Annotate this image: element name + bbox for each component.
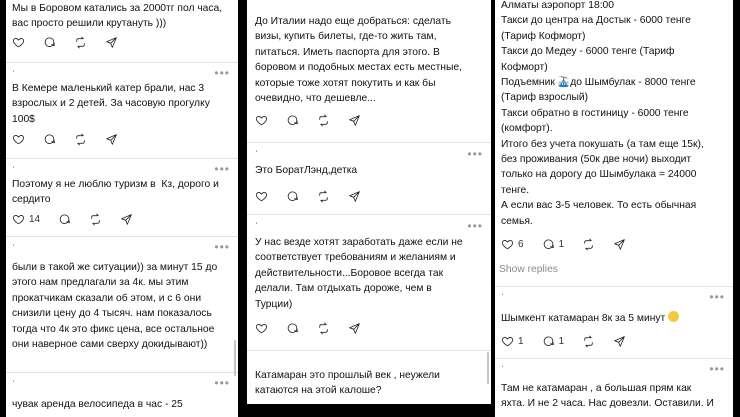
repost-button[interactable] (317, 114, 330, 127)
text-line: Алматы аэропорт 18:00 (501, 0, 615, 11)
send-icon (105, 133, 118, 146)
divider (6, 158, 238, 159)
like-button[interactable] (255, 190, 268, 203)
more-dots-icon[interactable]: ••• (214, 66, 230, 80)
like-count: 1 (518, 335, 524, 347)
more-dots-icon[interactable]: ••• (467, 219, 483, 233)
heart-icon (255, 190, 268, 203)
divider (247, 350, 491, 351)
repost-icon (582, 335, 595, 348)
thread-marker: ʿ (12, 165, 15, 175)
show-replies-link[interactable]: Show replies (499, 264, 558, 275)
middle-screenshot-panel (247, 0, 491, 404)
comment-actions (12, 211, 151, 227)
right-screenshot-panel (495, 0, 733, 417)
thread-marker: ʿ (12, 69, 15, 79)
divider (247, 142, 491, 143)
comment-icon (43, 133, 56, 146)
like-count: 6 (518, 238, 524, 250)
repost-icon (74, 133, 87, 146)
text-line: Подъемник (501, 77, 558, 89)
like-button[interactable] (12, 133, 25, 146)
like-button[interactable] (255, 322, 268, 335)
divider (6, 62, 238, 63)
scrollbar[interactable] (234, 340, 236, 376)
comment-actions (255, 112, 379, 128)
repost-button[interactable] (317, 322, 330, 335)
repost-button[interactable] (89, 213, 102, 226)
like-button[interactable] (12, 36, 25, 49)
repost-button[interactable] (317, 190, 330, 203)
reply-button[interactable] (542, 335, 565, 348)
heart-icon (12, 36, 25, 49)
send-icon (105, 36, 118, 49)
comment-icon (286, 190, 299, 203)
heart-icon (255, 322, 268, 335)
comment-text: До Италии надо еще добраться: сделать визы, купить билеты, где-то жить там, питаться. Иметь паспорта для этого. В боровом и подобных местах есть местные, которые тоже хотят покутить и как бы очевидно, что дешевле... (255, 16, 462, 105)
repost-button[interactable] (582, 238, 595, 251)
comment-text: Поэтому я не люблю туризм в Кз, дорого и сердито (12, 179, 219, 206)
comment-text: Это БоратЛэнд,детка (255, 165, 358, 176)
more-dots-icon[interactable]: ••• (214, 162, 230, 176)
heart-icon (12, 133, 25, 146)
comment-actions (255, 320, 379, 336)
divider (6, 372, 238, 373)
comment-text: были в такой же ситуации)) за минут 15 до этого нам предлагали за 4к. мы этим прокатчикам сказали об этом, и с 6 они снизили цену до 4 тысяч. нам показалось тогда что 4к это фикс цена, все остальное они наверное сами сверху докидывают)) (12, 262, 218, 351)
smiling-face-icon (668, 311, 679, 322)
like-count: 14 (29, 213, 41, 225)
thread-marker: ʿ (255, 221, 258, 231)
heart-icon (12, 213, 25, 226)
send-icon (348, 190, 361, 203)
cable-car-icon: 🚠 (557, 77, 571, 89)
send-icon (613, 238, 626, 251)
repost-icon (89, 213, 102, 226)
comment-actions (501, 333, 644, 349)
share-button[interactable] (105, 36, 118, 49)
comment-text: чувак аренда велосипеда в час - 25 (12, 399, 183, 410)
comment-icon (58, 213, 71, 226)
reply-button[interactable] (58, 213, 71, 226)
repost-icon (317, 114, 330, 127)
comment-icon (286, 322, 299, 335)
like-button[interactable] (501, 238, 524, 251)
reply-button[interactable] (286, 114, 299, 127)
comment-icon (286, 114, 299, 127)
reply-count: 1 (558, 238, 565, 250)
send-icon (348, 114, 361, 127)
share-button[interactable] (348, 322, 361, 335)
send-icon (613, 335, 626, 348)
send-icon (348, 322, 361, 335)
comment-icon (542, 335, 555, 348)
more-dots-icon[interactable]: ••• (709, 362, 725, 376)
more-dots-icon[interactable]: ••• (467, 147, 483, 161)
more-dots-icon[interactable]: ••• (709, 290, 725, 304)
comment-text: Катамаран это прошлый век , неужели катаются на этой калоше? (255, 370, 440, 397)
divider (247, 214, 491, 215)
reply-button[interactable] (43, 36, 56, 49)
like-button[interactable] (501, 335, 524, 348)
comment-actions (501, 236, 644, 252)
repost-icon (317, 190, 330, 203)
reply-count: 1 (558, 335, 565, 347)
comment-text: Там не катамаран , а большая прям как яхта. И не 2 часа. Нас довезли. Оставили. И (501, 383, 714, 410)
divider (6, 236, 238, 237)
divider (495, 286, 733, 287)
scrollbar[interactable] (487, 352, 489, 384)
share-button[interactable] (613, 335, 626, 348)
repost-icon (74, 36, 87, 49)
repost-button[interactable] (74, 36, 87, 49)
thread-marker: ʿ (12, 379, 15, 389)
reply-button[interactable] (286, 190, 299, 203)
share-button[interactable] (348, 190, 361, 203)
thread-marker: ʿ (255, 149, 258, 159)
heart-icon (501, 335, 514, 348)
like-button[interactable] (255, 114, 268, 127)
heart-icon (501, 238, 514, 251)
share-button[interactable] (105, 133, 118, 146)
divider (495, 358, 733, 359)
reply-button[interactable] (286, 322, 299, 335)
repost-icon (582, 238, 595, 251)
comment-icon (542, 238, 555, 251)
reply-button[interactable] (542, 238, 565, 251)
comment-text: У нас везде хотят заработать даже если не соответствует требованиям и желаниям и действительности...Боровое всегда так делали. Там отдыхать дороже, чем в Турции) (255, 237, 463, 310)
comment-text (501, 0, 725, 229)
heart-icon (255, 114, 268, 127)
comment-icon (43, 36, 56, 49)
reply-button[interactable] (43, 133, 56, 146)
comment-actions (12, 131, 136, 147)
share-button[interactable] (613, 238, 626, 251)
repost-button[interactable] (582, 335, 595, 348)
like-button[interactable] (12, 213, 40, 226)
comment-text (501, 311, 725, 326)
comment-actions (255, 188, 379, 204)
text-line: (Тариф взрослый) Такси обратно в гостиницу - 6000 тенге (комфорт). Итого без учета покушать (а там еще 15к), без проживания (50к две ночи) выходит только на дорогу до Шымбулака = 24000 тенге. А если вас 3-5 человек. То есть обычная семья. (501, 92, 704, 227)
thread-marker: ʿ (12, 243, 15, 253)
repost-button[interactable] (74, 133, 87, 146)
share-button[interactable] (348, 114, 361, 127)
repost-icon (317, 322, 330, 335)
comment-text: Мы в Боровом катались за 2000тг пол часа, вас просто решили крутануть ))) (12, 3, 223, 30)
thread-marker: ʿ (501, 364, 504, 374)
left-screenshot-panel (6, 0, 238, 417)
share-button[interactable] (120, 213, 133, 226)
more-dots-icon[interactable]: ••• (214, 240, 230, 254)
more-dots-icon[interactable]: ••• (214, 376, 230, 390)
send-icon (120, 213, 133, 226)
comment-actions (12, 34, 136, 50)
text-line: Такси до центра на Достык - 6000 тенге (Тариф Кофморт) Такси до Медеу - 6000 тенге (Тариф Кофморт) (501, 15, 691, 73)
comment-text: В Кемере маленький катер брали, нас 3 взрослых и 2 детей. За часовую прогулку 100$ (12, 83, 210, 125)
text-line: до Шымбулак - 8000 тенге (570, 77, 696, 89)
text-line: Шымкент катамаран 8к за 5 минут (501, 313, 669, 324)
thread-marker: ʿ (501, 292, 504, 302)
